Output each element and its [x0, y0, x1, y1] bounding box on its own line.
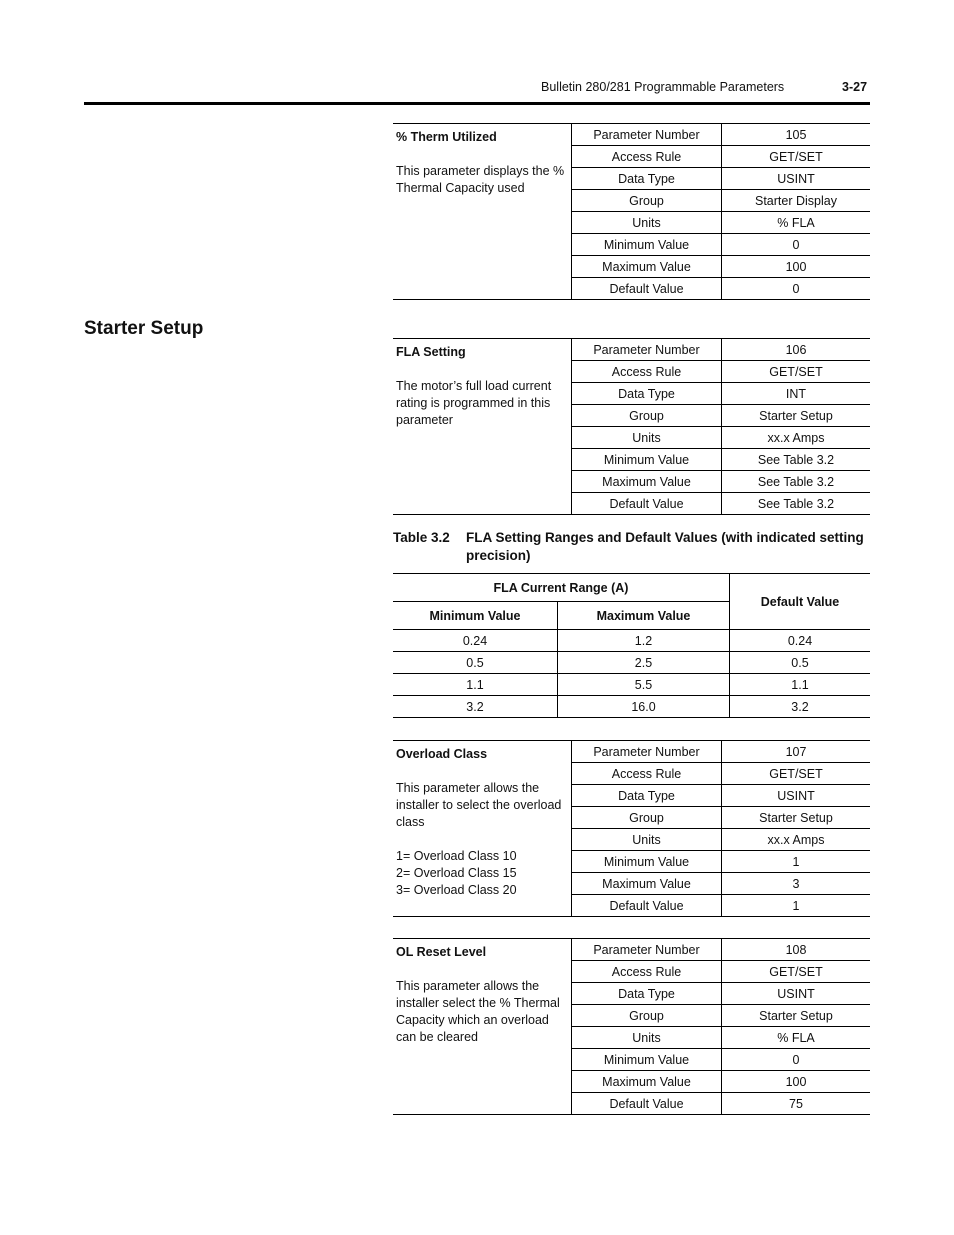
param-label: Units [572, 829, 722, 851]
param-row [572, 212, 871, 234]
param-text: This parameter allows the installer to select the overload class [396, 781, 562, 829]
param-description [393, 939, 571, 1114]
param-row [572, 1049, 871, 1071]
param-label: Maximum Value [572, 1071, 722, 1093]
param-label: Minimum Value [572, 1049, 722, 1071]
param-label: Data Type [572, 785, 722, 807]
param-block-overload-class [393, 740, 870, 917]
overload-option: 1= Overload Class 10 [396, 849, 517, 863]
param-label: Default Value [572, 493, 722, 515]
param-row [572, 807, 871, 829]
param-value: INT [722, 383, 871, 405]
header-minimum-value: Minimum Value [393, 602, 558, 630]
param-row [572, 741, 871, 763]
param-value: Starter Setup [722, 1005, 871, 1027]
param-row [572, 168, 871, 190]
param-value: 108 [722, 939, 871, 961]
param-label: Access Rule [572, 361, 722, 383]
param-label: Maximum Value [572, 471, 722, 493]
param-value: 107 [722, 741, 871, 763]
param-row [572, 829, 871, 851]
page-number: 3-27 [842, 80, 868, 94]
param-label: Parameter Number [572, 939, 722, 961]
param-row [572, 983, 871, 1005]
param-value: USINT [722, 785, 871, 807]
param-row [572, 234, 871, 256]
max-value-cell: 16.0 [558, 696, 730, 718]
min-value-cell: 0.5 [393, 652, 558, 674]
param-table [571, 741, 870, 916]
param-label: Units [572, 1027, 722, 1049]
param-name: FLA Setting [396, 345, 466, 359]
param-label: Minimum Value [572, 449, 722, 471]
param-value: xx.x Amps [722, 427, 871, 449]
param-label: Default Value [572, 278, 722, 300]
min-value-cell: 0.24 [393, 630, 558, 652]
param-row [572, 1005, 871, 1027]
param-value: Starter Setup [722, 807, 871, 829]
param-label: Data Type [572, 383, 722, 405]
param-value: 106 [722, 339, 871, 361]
param-row [572, 405, 871, 427]
param-row [572, 763, 871, 785]
default-value-cell: 1.1 [730, 674, 871, 696]
param-block-fla-setting [393, 338, 870, 515]
param-value: 100 [722, 1071, 871, 1093]
param-text: This parameter displays the % Thermal Capacity used [396, 164, 565, 195]
param-name: OL Reset Level [396, 945, 487, 959]
param-value: USINT [722, 983, 871, 1005]
table-row [393, 674, 870, 696]
param-name: Overload Class [396, 747, 488, 761]
param-label: Group [572, 807, 722, 829]
min-value-cell: 3.2 [393, 696, 558, 718]
param-row [572, 124, 871, 146]
param-value: Starter Setup [722, 405, 871, 427]
param-row [572, 939, 871, 961]
param-value: 0 [722, 234, 871, 256]
param-row [572, 339, 871, 361]
param-value: GET/SET [722, 961, 871, 983]
table-row [393, 630, 870, 652]
param-row [572, 785, 871, 807]
param-label: Minimum Value [572, 851, 722, 873]
param-value: USINT [722, 168, 871, 190]
header-fla-current-range: FLA Current Range (A) [393, 574, 730, 602]
param-value: See Table 3.2 [722, 471, 871, 493]
param-block-therm-utilized [393, 123, 870, 300]
param-label: Access Rule [572, 763, 722, 785]
param-value: Starter Display [722, 190, 871, 212]
param-label: Parameter Number [572, 124, 722, 146]
section-title: Starter Setup [84, 318, 204, 339]
min-value-cell: 1.1 [393, 674, 558, 696]
running-header: Bulletin 280/281 Programmable Parameters [541, 80, 785, 94]
param-value: 105 [722, 124, 871, 146]
table-row [393, 652, 870, 674]
param-table [571, 124, 870, 299]
table-number: Table 3.2 [393, 530, 450, 545]
param-row [572, 873, 871, 895]
param-label: Maximum Value [572, 256, 722, 278]
param-label: Maximum Value [572, 873, 722, 895]
default-value-cell: 0.24 [730, 630, 871, 652]
param-value: GET/SET [722, 763, 871, 785]
param-row [572, 471, 871, 493]
param-row [572, 190, 871, 212]
max-value-cell: 5.5 [558, 674, 730, 696]
param-row [572, 895, 871, 917]
param-label: Minimum Value [572, 234, 722, 256]
param-label: Group [572, 190, 722, 212]
param-value: 0 [722, 1049, 871, 1071]
param-row [572, 361, 871, 383]
table-caption-text: FLA Setting Ranges and Default Values (with indicated setting precision) [466, 530, 864, 563]
param-label: Data Type [572, 983, 722, 1005]
param-row [572, 278, 871, 300]
fla-range-table [393, 573, 870, 718]
param-value: GET/SET [722, 146, 871, 168]
max-value-cell: 2.5 [558, 652, 730, 674]
param-value: 3 [722, 873, 871, 895]
param-block-ol-reset-level [393, 938, 870, 1115]
param-value: See Table 3.2 [722, 449, 871, 471]
param-value: % FLA [722, 212, 871, 234]
param-row [572, 256, 871, 278]
param-label: Access Rule [572, 146, 722, 168]
param-label: Access Rule [572, 961, 722, 983]
param-value: 1 [792, 898, 800, 913]
param-label: Parameter Number [572, 339, 722, 361]
param-text: The motor’s full load current rating is programmed in this parameter [396, 379, 552, 427]
param-label: Parameter Number [572, 741, 722, 763]
default-value-cell: 3.2 [730, 696, 871, 718]
header-maximum-value: Maximum Value [558, 602, 730, 630]
param-description [393, 339, 571, 514]
overload-options [396, 848, 568, 899]
param-label: Units [572, 427, 722, 449]
param-row [572, 851, 871, 873]
param-table [571, 939, 870, 1114]
param-value: 0 [792, 281, 800, 296]
max-value-cell: 1.2 [558, 630, 730, 652]
param-description [393, 124, 571, 299]
param-name: % Therm Utilized [396, 130, 497, 144]
table-row [393, 696, 870, 718]
param-label: Group [572, 405, 722, 427]
param-row [572, 961, 871, 983]
param-label: Default Value [572, 895, 722, 917]
param-row [572, 146, 871, 168]
param-value: GET/SET [722, 361, 871, 383]
header-rule [84, 102, 870, 105]
param-label: Units [572, 212, 722, 234]
param-row [572, 1071, 871, 1093]
param-label: Default Value [572, 1093, 722, 1115]
param-value: 100 [722, 256, 871, 278]
default-value-cell: 0.5 [730, 652, 871, 674]
param-value: % FLA [722, 1027, 871, 1049]
param-label: Data Type [572, 168, 722, 190]
overload-option: 2= Overload Class 15 [396, 866, 517, 880]
param-row [572, 383, 871, 405]
param-value: See Table 3.2 [757, 496, 835, 511]
overload-option: 3= Overload Class 20 [396, 883, 517, 897]
param-value: 75 [789, 1096, 803, 1111]
param-text: This parameter allows the installer select the % Thermal Capacity which an overload can be cleared [396, 979, 560, 1044]
param-value: xx.x Amps [722, 829, 871, 851]
param-row [572, 427, 871, 449]
param-row [572, 449, 871, 471]
param-row [572, 1093, 871, 1115]
header-default-value: Default Value [760, 594, 840, 609]
param-label: Group [572, 1005, 722, 1027]
param-description [393, 741, 571, 916]
param-row [572, 493, 871, 515]
param-table [571, 339, 870, 514]
param-value: 1 [722, 851, 871, 873]
param-row [572, 1027, 871, 1049]
